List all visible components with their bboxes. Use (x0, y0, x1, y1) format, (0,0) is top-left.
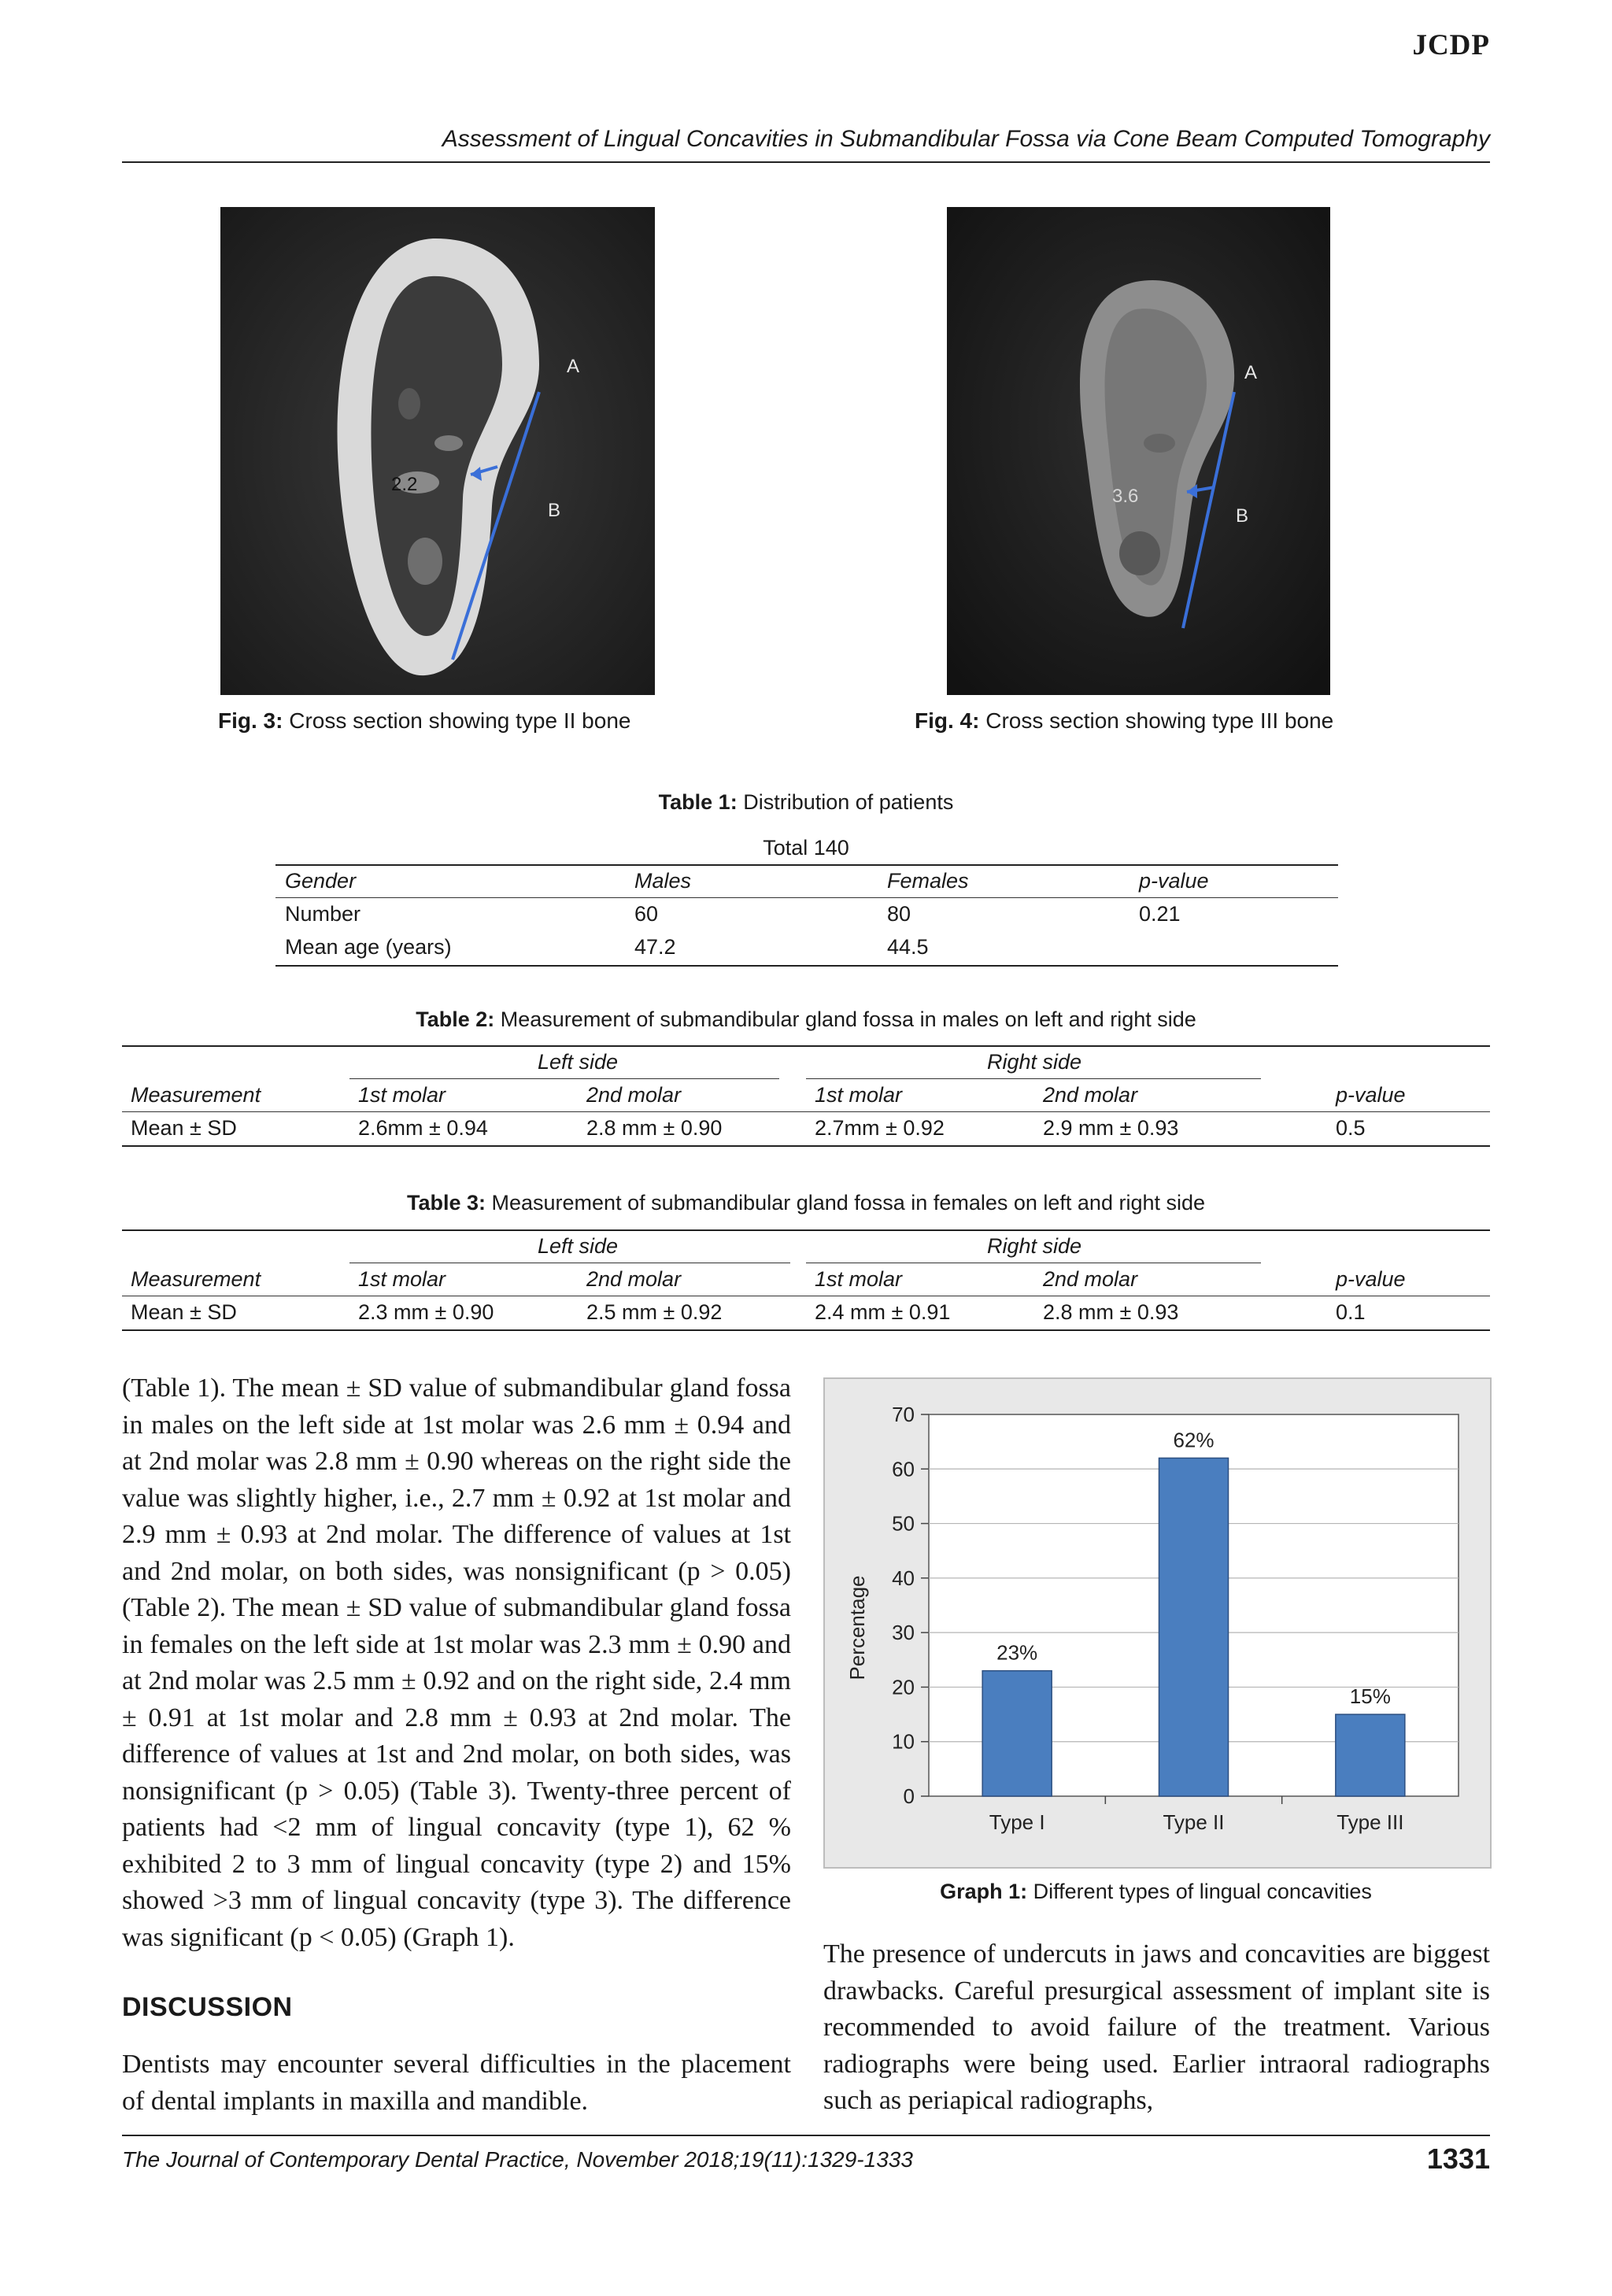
bar-chart (825, 1379, 1490, 1867)
table-1-bottom-rule (275, 965, 1338, 967)
figure-4-caption (915, 708, 1333, 734)
page-number: 1331 (1426, 2143, 1490, 2175)
table-3-header: Measurement (131, 1267, 261, 1291)
table-3-cell: Mean ± SD (131, 1300, 237, 1324)
chart-y-tick-label: 20 (892, 1675, 915, 1699)
label-b: B (1236, 505, 1249, 527)
chart-data-label: 23% (996, 1640, 1038, 1665)
label-b: B (548, 500, 561, 521)
table-2-caption-text: Measurement of submandibular gland fossa in males on left and right side (500, 1008, 1196, 1031)
table-3-cell: 2.5 mm ± 0.92 (586, 1300, 723, 1324)
ct-scan-type-ii (220, 207, 655, 695)
table-2-group-right: Right side (986, 1050, 1082, 1074)
chart-y-tick-label: 40 (892, 1566, 915, 1590)
table-3-header: 1st molar (358, 1267, 446, 1291)
table-2-bottom-rule (122, 1145, 1490, 1147)
table-2-cell: Mean ± SD (131, 1116, 237, 1140)
table-3-header: p-value (1336, 1267, 1406, 1291)
table-2-cell: 0.5 (1336, 1116, 1366, 1140)
header-rule (122, 161, 1490, 163)
table-2-header: Measurement (131, 1083, 261, 1107)
figure-3-caption-text: Cross section showing type II bone (289, 708, 631, 733)
figure-3-label: Fig. 3: (218, 708, 283, 733)
right-column-paragraph (823, 1936, 1490, 2120)
footer-citation: The Journal of Contemporary Dental Practice, November 2018;19(11):1329-1333 (122, 2147, 913, 2172)
figure-4-image (947, 207, 1330, 695)
table-1-cell: Number (285, 902, 361, 926)
table-2-top-rule (122, 1045, 1490, 1047)
table-3-caption (0, 1191, 1612, 1215)
measurement-value: 2.2 (391, 474, 418, 495)
footer-rule (122, 2135, 1490, 2136)
table-2-cell: 2.9 mm ± 0.93 (1043, 1116, 1179, 1140)
table-3-cell: 2.3 mm ± 0.90 (358, 1300, 494, 1324)
discussion-paragraph-text: Dentists may encounter several difficulties in the placement of dental implants in maxilla and mandible. (122, 2050, 791, 2116)
table-2-group-left-rule (349, 1078, 779, 1079)
right-column-paragraph-text: The presence of undercuts in jaws and concavities are biggest drawbacks. Careful presurgical assessment of implant site is recommended to avoid failure of the treatment. Various radiographs were being used. Earlier intraoral radiographs such as periapical radiographs, (823, 1939, 1490, 2115)
table-3-cell: 0.1 (1336, 1300, 1366, 1324)
table-3-cell: 2.8 mm ± 0.93 (1043, 1300, 1179, 1324)
table-3-label: Table 3: (406, 1191, 486, 1215)
graph-1-label: Graph 1: (940, 1880, 1028, 1903)
chart-y-ticks (892, 1403, 929, 1808)
results-paragraph-text: (Table 1). The mean ± SD value of submandibular gland fossa in males on the left side at 1st molar was 2.6 mm ± 0.94 and at 2nd molar was 2.8 mm ± 0.90 whereas on the right side the value was slightly higher, i.e., 2.7 mm ± 0.92 at 1st molar and 2.9 mm ± 0.93 at 2nd molar. The difference of values at 1st and 2nd molar, on both sides, was nonsignificant (p > 0.05) (Table 2). The mean ± SD value of submandibular gland fossa in females on the left side at 1st molar was 2.3 mm ± 0.90 and at 2nd molar was 2.5 mm ± 0.92 and on the right side, 2.4 mm ± 0.91 at 1st molar and 2.8 mm ± 0.93 at 2nd molar. The difference of values at 1st and 2nd molar, on both sides, was nonsignificant (p > 0.05) (Table 3). Twenty-three percent of patients had <2 mm of lingual concavity (type 1), 62 % exhibited 2 to 3 mm of lingual concavity (type 2) and 15% showed >3 mm of lingual concavity (type 3). The difference was significant (p < 0.05) (Graph 1). (122, 1374, 791, 1952)
chart-x-tick-label: Type I (989, 1810, 1045, 1834)
table-2-group-right-rule (806, 1078, 1261, 1079)
table-1-cell: 44.5 (887, 935, 929, 959)
chart-x-labels (989, 1796, 1404, 1834)
table-3-top-rule (122, 1229, 1490, 1231)
figure-3-image (220, 207, 655, 695)
table-2-header: 2nd molar (586, 1083, 682, 1107)
table-1-header-rule (275, 897, 1338, 898)
graph-1-caption (823, 1880, 1488, 1904)
table-2-caption (0, 1008, 1612, 1032)
table-1-cell: 80 (887, 902, 911, 926)
table-3-group-right: Right side (986, 1234, 1082, 1258)
table-3-bottom-rule (122, 1329, 1490, 1331)
table-3-header: 2nd molar (1043, 1267, 1138, 1291)
graph-1-panel (823, 1377, 1492, 1869)
results-paragraph (122, 1370, 791, 1956)
graph-1-caption-text: Different types of lingual concavities (1033, 1880, 1372, 1903)
table-2-cell: 2.8 mm ± 0.90 (586, 1116, 723, 1140)
discussion-paragraph (122, 2046, 791, 2120)
chart-bar (1159, 1458, 1229, 1796)
table-1-caption-text: Distribution of patients (743, 790, 954, 814)
table-2-header: p-value (1336, 1083, 1406, 1107)
ct-scan-type-iii (947, 207, 1330, 695)
table-3-cell: 2.4 mm ± 0.91 (815, 1300, 951, 1324)
chart-x-tick-label: Type II (1163, 1810, 1225, 1834)
table-1-cell: Mean age (years) (285, 935, 452, 959)
table-1-cell: 60 (634, 902, 659, 926)
chart-bar (1336, 1714, 1405, 1796)
table-1-header-males: Males (634, 869, 692, 893)
table-2-header: 1st molar (815, 1083, 903, 1107)
table-2-header: 2nd molar (1043, 1083, 1138, 1107)
label-a: A (567, 356, 580, 377)
chart-bar (982, 1671, 1052, 1796)
table-1-top-rule (275, 864, 1338, 866)
table-2-label: Table 2: (416, 1008, 495, 1031)
journal-abbreviation: JCDP (1412, 29, 1490, 61)
table-1-span-header: Total 140 (763, 836, 849, 860)
chart-data-label: 15% (1349, 1684, 1391, 1709)
table-2-header-rule (122, 1111, 1490, 1112)
figure-3-caption (218, 708, 630, 734)
label-a: A (1244, 362, 1258, 383)
table-1-label: Table 1: (658, 790, 738, 814)
figure-4-caption-text: Cross section showing type III bone (985, 708, 1334, 733)
chart-x-tick-label: Type III (1337, 1810, 1404, 1834)
table-1-header-gender: Gender (285, 869, 357, 893)
discussion-heading: DISCUSSION (122, 1992, 293, 2022)
table-2-group-left: Left side (537, 1050, 619, 1074)
table-1-cell: 47.2 (634, 935, 676, 959)
table-3-header: 2nd molar (586, 1267, 682, 1291)
chart-y-tick-label: 0 (903, 1784, 915, 1808)
table-2-cell: 2.7mm ± 0.92 (815, 1116, 945, 1140)
measurement-value: 3.6 (1112, 486, 1139, 507)
chart-y-tick-label: 60 (892, 1457, 915, 1481)
table-1-caption (0, 790, 1612, 815)
table-2-cell: 2.6mm ± 0.94 (358, 1116, 488, 1140)
table-1-cell: 0.21 (1139, 902, 1181, 926)
chart-y-tick-label: 10 (892, 1729, 915, 1754)
running-title: Assessment of Lingual Concavities in Submandibular Fossa via Cone Beam Computed Tomography (442, 126, 1490, 152)
table-3-group-left: Left side (537, 1234, 619, 1258)
table-2-header: 1st molar (358, 1083, 446, 1107)
chart-data-label: 62% (1173, 1428, 1215, 1452)
table-3-caption-text: Measurement of submandibular gland fossa in females on left and right side (491, 1191, 1206, 1215)
chart-y-tick-label: 30 (892, 1621, 915, 1645)
table-1-header-p-value: p-value (1139, 869, 1209, 893)
figure-4-label: Fig. 4: (915, 708, 980, 733)
chart-y-axis-label: Percentage (845, 1575, 869, 1680)
table-1-header-females: Females (887, 869, 969, 893)
chart-y-tick-label: 50 (892, 1511, 915, 1536)
chart-y-tick-label: 70 (892, 1403, 915, 1426)
table-3-header: 1st molar (815, 1267, 903, 1291)
